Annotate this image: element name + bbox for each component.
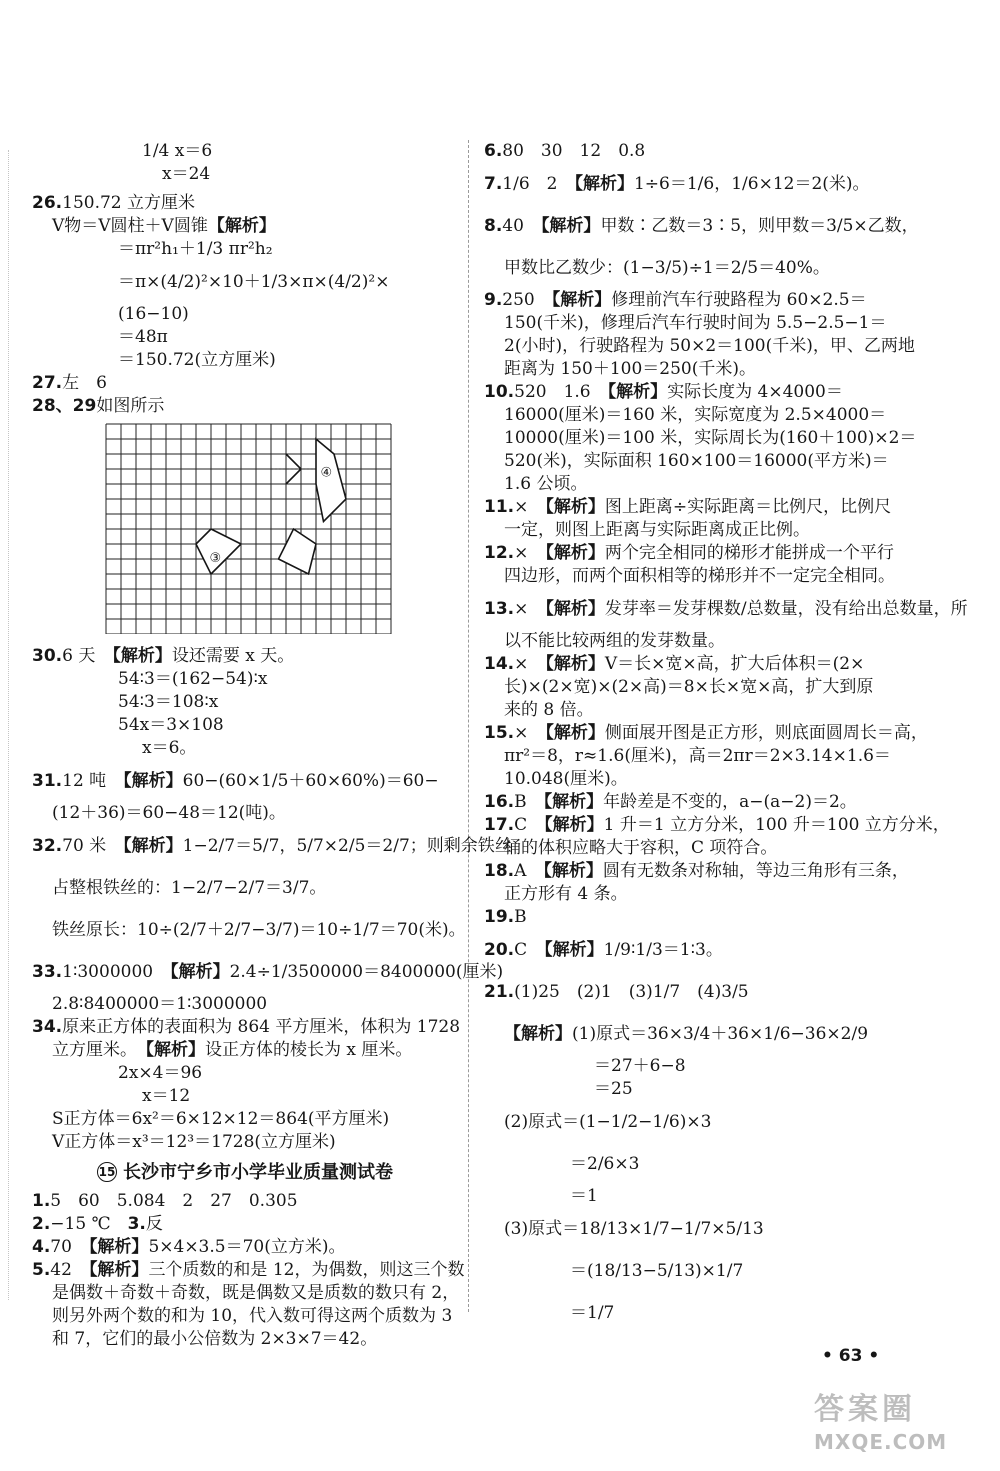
answer-text: 40: [502, 216, 541, 236]
question-number: 28、29: [32, 396, 97, 416]
answer-text: B: [514, 792, 544, 812]
answer-line: [32, 825, 512, 867]
answer-line: [32, 261, 458, 303]
answer-line: [484, 860, 924, 883]
answer-line: [484, 929, 924, 971]
answer-text: 长)×(2×宽)×(2×高)＝8×长×宽×高，扩大到原: [504, 677, 874, 697]
answer-text: 42: [50, 1260, 89, 1280]
answer-text: 铁丝原长：10÷(2/7＋2/7−3/7)＝10÷1/7＝70(米)。: [52, 920, 466, 940]
answer-text: 70 米: [62, 836, 124, 856]
section-number-circle: 15: [97, 1162, 117, 1182]
question-number: 10.: [484, 382, 515, 402]
answer-text: 80 30 12 0.8: [502, 141, 646, 161]
answer-line: [484, 404, 924, 427]
answer-line: [32, 238, 458, 261]
answer-line: [32, 760, 458, 802]
answer-text: 如图所示: [96, 396, 165, 416]
question-number: 27.: [32, 373, 63, 393]
answer-line: [484, 1101, 924, 1143]
answer-text: 150(千米)，修理后汽车行驶时间为 5.5−2.5−1＝: [504, 313, 887, 333]
answer-line: [484, 205, 924, 247]
explanation-tag: 【解析】: [543, 861, 603, 881]
answer-text: (3)原式＝18/13×1/7−1/7×5/13: [504, 1219, 764, 1239]
explanation-text: 侧面展开图是正方形，则底面圆周长＝高，: [604, 723, 928, 743]
answer-line: [484, 676, 924, 699]
question-number: 17.: [484, 815, 515, 835]
explanation-tag: 【解析】: [551, 290, 612, 310]
explanation-tag: 【解析】: [123, 771, 183, 791]
answer-text: 桶的体积应略大于容积，C 项符合。: [504, 838, 778, 858]
answer-line: [484, 1292, 924, 1334]
answer-text: 54∶3＝108∶x: [118, 692, 219, 712]
answer-text: V物＝V圆柱＋V圆锥: [52, 216, 208, 236]
explanation-tag: 【解析】: [607, 382, 668, 402]
answer-text: 6 天: [62, 646, 113, 666]
answer-line: [484, 381, 924, 404]
answer-text: x＝12: [142, 1086, 191, 1106]
shape-3-rotated: [279, 529, 317, 574]
explanation-text: 图上距离÷实际距离＝比例尺，比例尺: [604, 497, 892, 517]
explanation-tag: 【解析】: [88, 1260, 149, 1280]
answer-line: [32, 668, 458, 691]
answer-line: [32, 714, 458, 737]
answer-text: 占整根铁丝的：1−2/7−2/7＝3/7。: [52, 878, 327, 898]
answer-text: ×: [514, 654, 546, 674]
answer-text: 距离为 150＋100＝250(千米)。: [504, 359, 757, 379]
grid-figure-svg: [104, 422, 394, 634]
answer-text: ＝(18/13−5/13)×1/7: [570, 1261, 744, 1281]
watermark-title: 答案圈: [814, 1392, 916, 1427]
question-number: 33.: [32, 962, 63, 982]
explanation-text: 1/9∶1/3＝1∶3。: [603, 940, 723, 960]
explanation-text: 反: [145, 1214, 163, 1234]
answer-text: ＝2/6×3: [570, 1154, 640, 1174]
answer-text: ＝1/7: [570, 1303, 615, 1323]
answer-text: B: [514, 907, 527, 927]
answer-text: ×: [514, 599, 546, 619]
answer-text: (2)原式＝(1−1/2−1/6)×3: [504, 1112, 712, 1132]
left-answers-top: [32, 140, 458, 418]
answer-line: [484, 519, 924, 542]
question-number: 12.: [484, 543, 515, 563]
answer-line: [32, 1039, 458, 1062]
answer-line: [32, 909, 466, 951]
answer-text: C: [514, 940, 545, 960]
answer-line: [32, 326, 458, 349]
explanation-tag: 【解析】: [123, 836, 183, 856]
section-title-text: 长沙市宁乡市小学毕业质量测试卷: [123, 1162, 393, 1183]
shape-label: ④: [320, 465, 333, 481]
explanation-text: 发芽率＝发芽棵数/总数量，没有给出总数量，所: [604, 599, 968, 619]
answer-text: 2.8∶8400000＝1∶3000000: [52, 994, 268, 1014]
answer-line: [484, 745, 924, 768]
answer-text: (16−10): [118, 304, 189, 324]
answer-text: 甲数比乙数少：(1−3/5)÷1＝2/5＝40%。: [504, 258, 830, 278]
answer-text: S正方体＝6x²＝6×12×12＝864(平方厘米): [52, 1109, 390, 1129]
answer-line: [484, 653, 924, 676]
explanation-text: 设还需要 x 天。: [171, 646, 295, 666]
answer-text: V正方体＝x³＝12³＝1728(立方厘米): [52, 1132, 336, 1152]
answer-line: [32, 1131, 458, 1154]
answer-text: (12＋36)＝60−48＝12(吨)。: [52, 803, 286, 823]
question-number: 9.: [484, 290, 503, 310]
answer-line: [32, 867, 458, 909]
question-number: 15.: [484, 723, 515, 743]
explanation-tag: 【解析】: [545, 654, 605, 674]
answer-text: 54x＝3×108: [118, 715, 224, 735]
explanation-text: 两个完全相同的梯形才能拼成一个平行: [604, 543, 894, 563]
answer-line: [32, 1305, 458, 1328]
question-number: 5.: [32, 1260, 51, 1280]
page-number: • 63 •: [822, 1346, 880, 1366]
answer-line: [484, 837, 924, 860]
answer-line: [32, 192, 458, 215]
explanation-tag: 【解析】: [574, 174, 634, 194]
answer-line: [484, 1013, 924, 1055]
answer-line: [484, 1208, 924, 1250]
question-number: 3.: [127, 1214, 146, 1234]
question-number: 19.: [484, 907, 515, 927]
answer-text: 1∶3000000: [62, 962, 171, 982]
answer-text: 520 1.6: [514, 382, 608, 402]
answer-line: [484, 542, 924, 565]
answer-line: [32, 1085, 458, 1108]
answer-text: −15 ℃: [50, 1214, 128, 1234]
answer-line: [484, 1078, 924, 1101]
explanation-text: (1)原式＝36×3/4＋36×1/6−36×2/9: [572, 1024, 869, 1044]
explanation-tag: 【解析】: [170, 962, 230, 982]
answer-text: ＝25: [594, 1079, 633, 1099]
answer-line: [32, 1108, 458, 1131]
explanation-tag: 【解析】: [543, 792, 604, 812]
answer-line: [484, 473, 924, 496]
explanation-text: 1÷6＝1/6，1/6×12＝2(米)。: [633, 174, 870, 194]
explanation-tag: 【解析】: [540, 216, 601, 236]
answer-line: [484, 289, 924, 312]
explanation-text: 圆有无数条对称轴，等边三角形有三条，: [602, 861, 909, 881]
answer-line: [32, 1213, 458, 1236]
answer-line: [484, 140, 924, 163]
explanation-text: 2.4÷1/3500000＝8400000(厘米): [229, 962, 504, 982]
explanation-text: 修理前汽车行驶路程为 60×2.5＝: [611, 290, 867, 310]
question-number: 2.: [32, 1214, 51, 1234]
answer-line: [484, 247, 924, 289]
answer-line: [484, 722, 928, 745]
answer-line: [484, 1143, 924, 1185]
right-answers: [484, 140, 968, 1334]
explanation-text: 1−2/7＝5/7，5/7×2/5＝2/7；则剩余铁丝: [182, 836, 512, 856]
explanation-tag: 【解析】: [88, 1237, 149, 1257]
answer-line: [484, 358, 924, 381]
grid-figure: [104, 422, 458, 639]
explanation-tag: 【解析】: [545, 599, 605, 619]
answer-text: 正方形有 4 条。: [504, 884, 628, 904]
answer-line: [484, 335, 924, 358]
answer-line: [484, 588, 968, 630]
section-title: [32, 1158, 458, 1188]
question-number: 31.: [32, 771, 63, 791]
answer-line: [484, 496, 924, 519]
answer-text: 和 7，它们的最小公倍数为 2×3×7＝42。: [52, 1329, 378, 1349]
question-number: 21.: [484, 982, 515, 1002]
answer-text: ×: [514, 723, 546, 743]
question-number: 8.: [484, 216, 503, 236]
answer-text: 原来正方体的表面积为 864 平方厘米，体积为 1728: [62, 1017, 461, 1037]
answer-line: [484, 1185, 924, 1208]
question-number: 32.: [32, 836, 63, 856]
answer-text: 16000(厘米)＝160 米，实际宽度为 2.5×4000＝: [504, 405, 887, 425]
answer-text: (1)25 (2)1 (3)1/7 (4)3/5: [514, 982, 749, 1002]
answer-text: 立方厘米。: [52, 1040, 146, 1060]
answer-text: 250: [502, 290, 552, 310]
answer-text: 520(米)，实际面积 160×100＝16000(平方米)＝: [504, 451, 889, 471]
explanation-tag: 【解析】: [545, 543, 605, 563]
explanation-tag: 【解析】: [112, 646, 172, 666]
question-number: 6.: [484, 141, 503, 161]
explanation-text: 三个质数的和是 12，为偶数，则这三个数: [148, 1260, 465, 1280]
answer-line: [484, 814, 950, 837]
answer-text: 150.72 立方厘米: [62, 193, 196, 213]
explanation-tag: 【解析】: [504, 1024, 572, 1044]
question-number: 13.: [484, 599, 515, 619]
answer-line: [32, 1236, 458, 1259]
question-number: 16.: [484, 792, 515, 812]
answer-text: 10000(厘米)＝100 米，实际周长为(160＋100)×2＝: [504, 428, 917, 448]
question-number: 18.: [484, 861, 515, 881]
answer-line: [32, 215, 458, 238]
answer-text: 一定，则图上距离与实际距离成正比例。: [504, 520, 810, 540]
explanation-text: 5×4×3.5＝70(立方米)。: [148, 1237, 346, 1257]
answer-text: ×: [514, 497, 546, 517]
shape-label: ③: [209, 551, 222, 566]
watermark-url: MXQE.COM: [814, 1430, 948, 1454]
answer-line: [484, 163, 924, 205]
answer-text: ＝27＋6−8: [594, 1056, 686, 1076]
answer-text: 2x×4＝96: [118, 1063, 203, 1083]
explanation-text: 实际长度为 4×4000＝: [667, 382, 843, 402]
answer-line: [32, 737, 458, 760]
answer-line: [484, 565, 924, 588]
answer-text: 则另外两个数的和为 10，代入数可得这两个质数为 3: [52, 1306, 453, 1326]
answer-text: 12 吨: [62, 771, 124, 791]
answer-text: ×: [514, 543, 546, 563]
answer-text: ＝π×(4/2)²×10＋1/3×π×(4/2)²×: [118, 272, 390, 292]
answer-line: [32, 372, 458, 395]
answer-line: [484, 699, 924, 722]
answer-line: [32, 1259, 465, 1282]
answer-line: [484, 768, 924, 791]
answer-text: 54∶3＝(162−54)∶x: [118, 669, 268, 689]
explanation-text: 60−(60×1/5＋60×60%)＝60−: [182, 771, 439, 791]
question-number: 20.: [484, 940, 515, 960]
answer-line: [484, 971, 924, 1013]
answer-text: x＝6。: [142, 738, 197, 758]
answer-line: [484, 312, 924, 335]
answer-text: 10.048(厘米)。: [504, 769, 628, 789]
question-number: 11.: [484, 497, 515, 517]
explanation-tag: 【解析】: [207, 216, 276, 236]
answer-line: [32, 349, 458, 372]
answer-line: [32, 1328, 458, 1351]
question-number: 4.: [32, 1237, 51, 1257]
answer-text: 四边形，而两个面积相等的梯形并不一定完全相同。: [504, 566, 895, 586]
answer-line: [32, 993, 458, 1016]
answer-line: [32, 1282, 458, 1305]
answer-line: [32, 1062, 458, 1085]
margin-rule: [8, 150, 9, 1300]
answer-text: 左 6: [62, 373, 107, 393]
answer-line: [32, 691, 458, 714]
answer-text: x＝24: [162, 164, 211, 184]
answer-line: [484, 1055, 924, 1078]
answer-line: [32, 1190, 458, 1213]
explanation-text: V＝长×宽×高，扩大后体积＝(2×: [604, 654, 865, 674]
answer-text: πr²＝8，r≈1.6(厘米)，高＝2πr＝2×3.14×1.6＝: [504, 746, 891, 766]
answer-line: [32, 645, 458, 668]
question-number: 1.: [32, 1191, 51, 1211]
question-number: 14.: [484, 654, 515, 674]
explanation-tag: 【解析】: [545, 497, 605, 517]
question-number: 26.: [32, 193, 63, 213]
answer-line: [484, 906, 924, 929]
explanation-tag: 【解析】: [544, 815, 604, 835]
answer-line: [32, 140, 458, 163]
answer-text: 1/4 x＝6: [142, 141, 213, 161]
answer-text: 70: [50, 1237, 89, 1257]
explanation-tag: 【解析】: [545, 723, 605, 743]
explanation-text: 1 升＝1 立方分米，100 升＝100 立方分米，: [603, 815, 950, 835]
question-number: 34.: [32, 1017, 63, 1037]
answer-text: 是偶数＋奇数＋奇数，既是偶数又是质数的数只有 2，: [52, 1283, 460, 1303]
question-number: 30.: [32, 646, 63, 666]
explanation-text: 年龄差是不变的，a−(a−2)＝2。: [603, 792, 857, 812]
explanation-tag: 【解析】: [544, 940, 604, 960]
answer-line: [484, 883, 924, 906]
question-number: 7.: [484, 174, 503, 194]
answer-line: [484, 1250, 924, 1292]
answer-text: 1/6 2: [502, 174, 575, 194]
right-column: [484, 140, 968, 1334]
answer-text: ＝πr²h₁＋1/3 πr²h₂: [118, 239, 273, 259]
answer-line: [484, 630, 924, 653]
watermark-logo: [814, 1390, 990, 1466]
answer-text: ＝150.72(立方厘米): [118, 350, 276, 370]
answer-line: [32, 802, 458, 825]
answer-text: A: [514, 861, 544, 881]
left-answers-bottom: [32, 1190, 465, 1351]
answer-text: C: [514, 815, 545, 835]
answer-line: [32, 163, 458, 186]
answer-line: [32, 395, 458, 418]
answer-text: 以不能比较两组的发芽数量。: [504, 631, 725, 651]
answer-text: 2(小时)，行驶路程为 50×2＝100(千米)，甲、乙两地: [504, 336, 915, 356]
answer-line: [32, 303, 458, 326]
explanation-tag: 【解析】: [145, 1040, 205, 1060]
answer-line: [32, 1016, 461, 1039]
answer-text: 来的 8 倍。: [504, 700, 594, 720]
explanation-text: 设正方体的棱长为 x 厘米。: [205, 1040, 413, 1060]
column-divider: [468, 140, 469, 1312]
answer-text: 1.6 公顷。: [504, 474, 588, 494]
answer-line: [32, 951, 504, 993]
answer-line: [484, 791, 924, 814]
answer-line: [484, 427, 924, 450]
answer-text: ＝1: [570, 1186, 598, 1206]
answer-text: ＝48π: [118, 327, 168, 347]
explanation-text: 甲数∶乙数＝3∶5，则甲数＝3/5×乙数，: [600, 216, 919, 236]
answer-line: [484, 450, 924, 473]
answer-text: 5 60 5.084 2 27 0.305: [50, 1191, 298, 1211]
